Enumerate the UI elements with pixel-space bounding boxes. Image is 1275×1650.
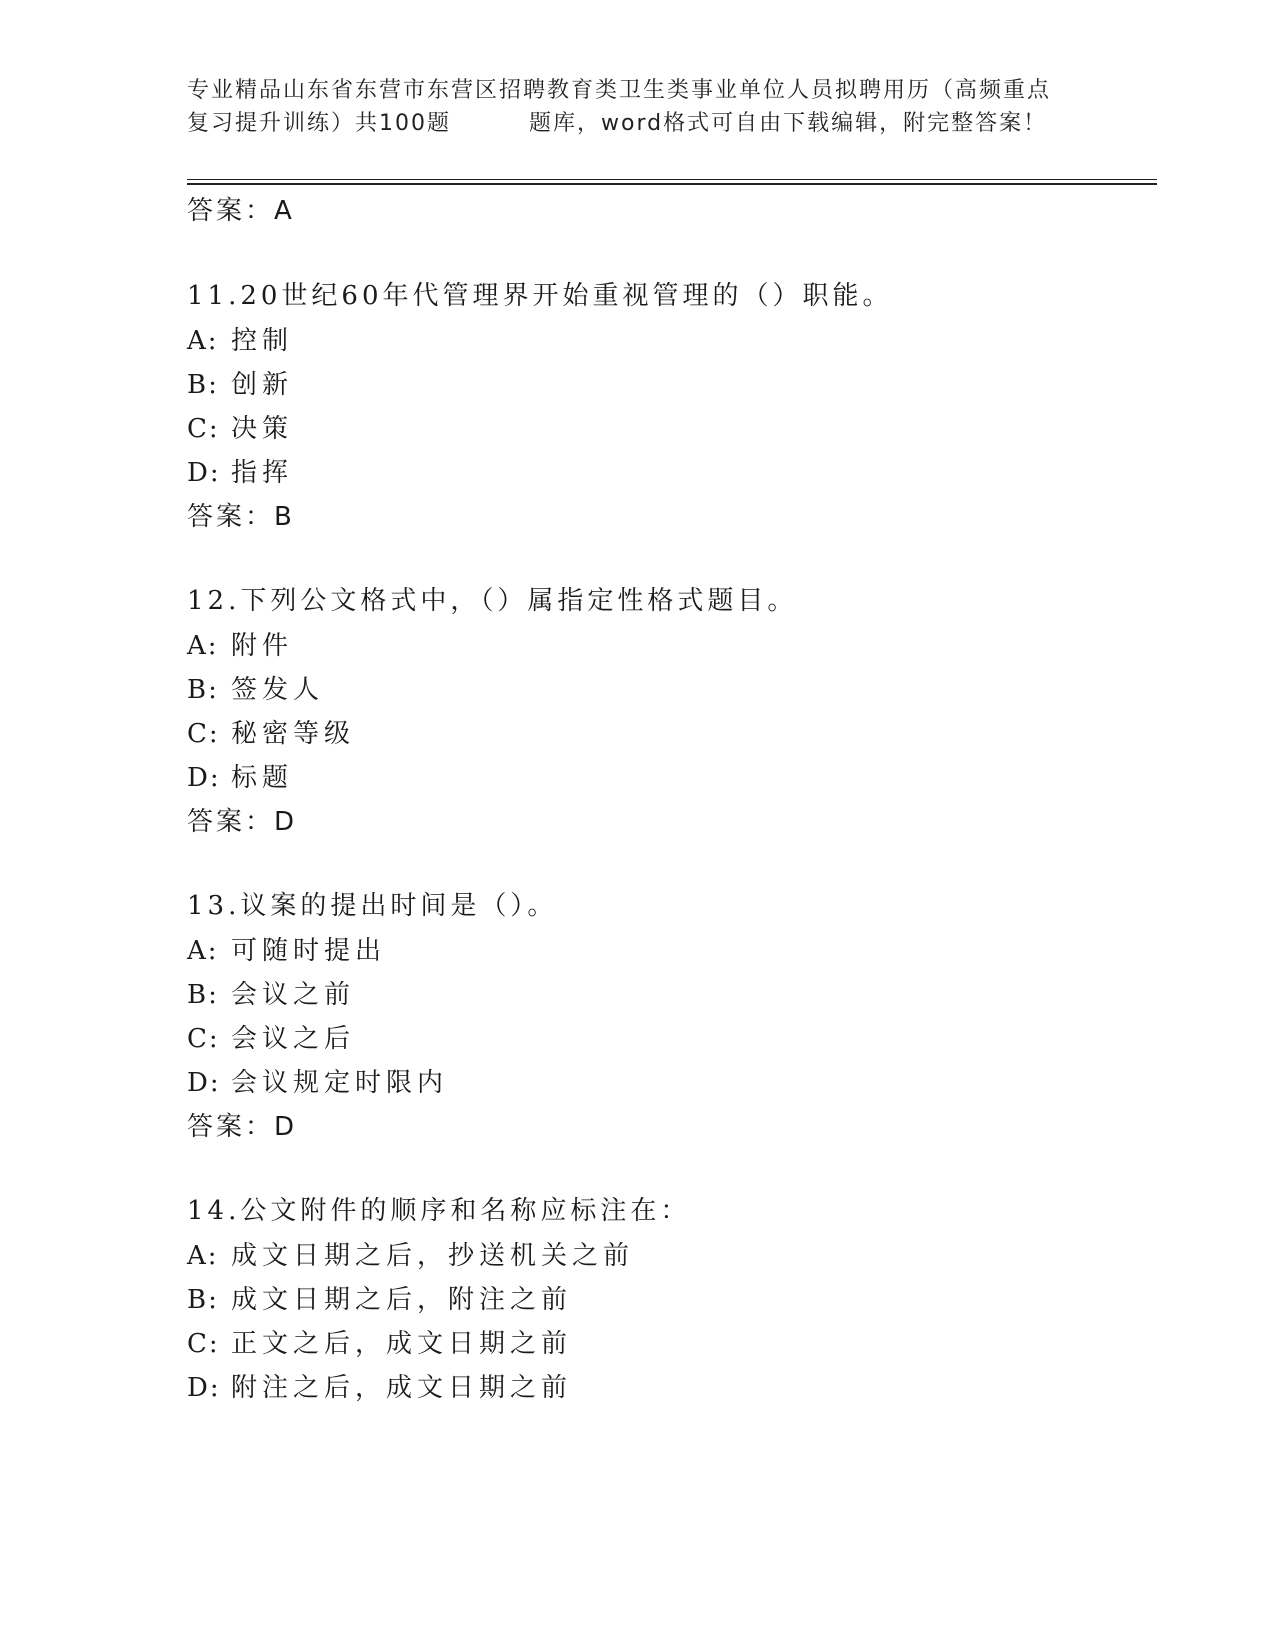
option-12-a xyxy=(187,625,293,662)
option-text: 成文日期之后，抄送机关之前 xyxy=(231,1241,635,1271)
option-text: 正文之后，成文日期之前 xyxy=(231,1329,573,1359)
option-letter: A: xyxy=(187,326,219,356)
option-14-a xyxy=(187,1235,634,1272)
header-line-1: 专业精品山东省东营市东营区招聘教育类卫生类事业单位人员拟聘用历（高频重点 xyxy=(187,78,1052,103)
option-13-d xyxy=(187,1062,448,1099)
option-14-c xyxy=(187,1323,572,1360)
option-letter: A: xyxy=(187,631,219,661)
option-letter: D: xyxy=(187,458,221,488)
answer-11: 答案：B xyxy=(187,502,295,532)
option-letter: C: xyxy=(187,1329,220,1359)
option-12-b xyxy=(187,669,324,706)
question-14: 14.公文附件的顺序和名称应标注在： xyxy=(187,1196,691,1226)
option-13-a xyxy=(187,930,386,967)
option-letter: C: xyxy=(187,719,220,749)
option-text: 会议之后 xyxy=(231,1024,356,1054)
question-12: 12.下列公文格式中，（）属指定性格式题目。 xyxy=(187,586,798,616)
option-letter: A: xyxy=(187,1241,219,1271)
option-text: 会议之前 xyxy=(231,980,356,1010)
option-11-b xyxy=(187,364,293,401)
option-letter: D: xyxy=(187,763,221,793)
option-text: 创新 xyxy=(231,370,294,400)
option-letter: C: xyxy=(187,414,220,444)
option-12-d xyxy=(187,757,293,794)
option-text: 可随时提出 xyxy=(231,936,387,966)
option-text: 决策 xyxy=(231,414,294,444)
option-text: 指挥 xyxy=(231,458,294,488)
option-text: 成文日期之后，附注之前 xyxy=(231,1285,573,1315)
option-letter: B: xyxy=(187,370,219,400)
option-14-b xyxy=(187,1279,572,1316)
option-13-b xyxy=(187,974,355,1011)
header-rule-thin xyxy=(187,179,1157,180)
option-13-c xyxy=(187,1018,355,1055)
header-rule-thick xyxy=(187,183,1157,185)
answer-13: 答案：D xyxy=(187,1112,298,1142)
header-line-2-right: 题库，word格式可自由下载编辑，附完整答案！ xyxy=(529,111,1048,136)
header-line-2-left: 复习提升训练）共100题 xyxy=(187,111,451,136)
option-12-c xyxy=(187,713,355,750)
option-letter: B: xyxy=(187,980,219,1010)
option-14-d xyxy=(187,1367,572,1404)
option-text: 控制 xyxy=(231,326,294,356)
option-text: 附注之后，成文日期之前 xyxy=(231,1373,573,1403)
option-letter: D: xyxy=(187,1068,221,1098)
option-text: 会议规定时限内 xyxy=(231,1068,449,1098)
option-11-a xyxy=(187,320,293,357)
option-text: 秘密等级 xyxy=(231,719,356,749)
option-letter: C: xyxy=(187,1024,220,1054)
option-letter: D: xyxy=(187,1373,221,1403)
question-11: 11.20世纪60年代管理界开始重视管理的（）职能。 xyxy=(187,281,893,311)
option-11-d xyxy=(187,452,293,489)
option-letter: A: xyxy=(187,936,219,966)
answer-12: 答案：D xyxy=(187,807,298,837)
question-13: 13.议案的提出时间是（）。 xyxy=(187,891,558,921)
option-text: 签发人 xyxy=(231,675,325,705)
option-letter: B: xyxy=(187,1285,219,1315)
option-text: 标题 xyxy=(231,763,294,793)
option-11-c xyxy=(187,408,293,445)
answer-10: 答案：A xyxy=(187,196,295,226)
option-letter: B: xyxy=(187,675,219,705)
page-header xyxy=(187,74,1087,140)
option-text: 附件 xyxy=(231,631,294,661)
header-line-2 xyxy=(187,107,1087,140)
